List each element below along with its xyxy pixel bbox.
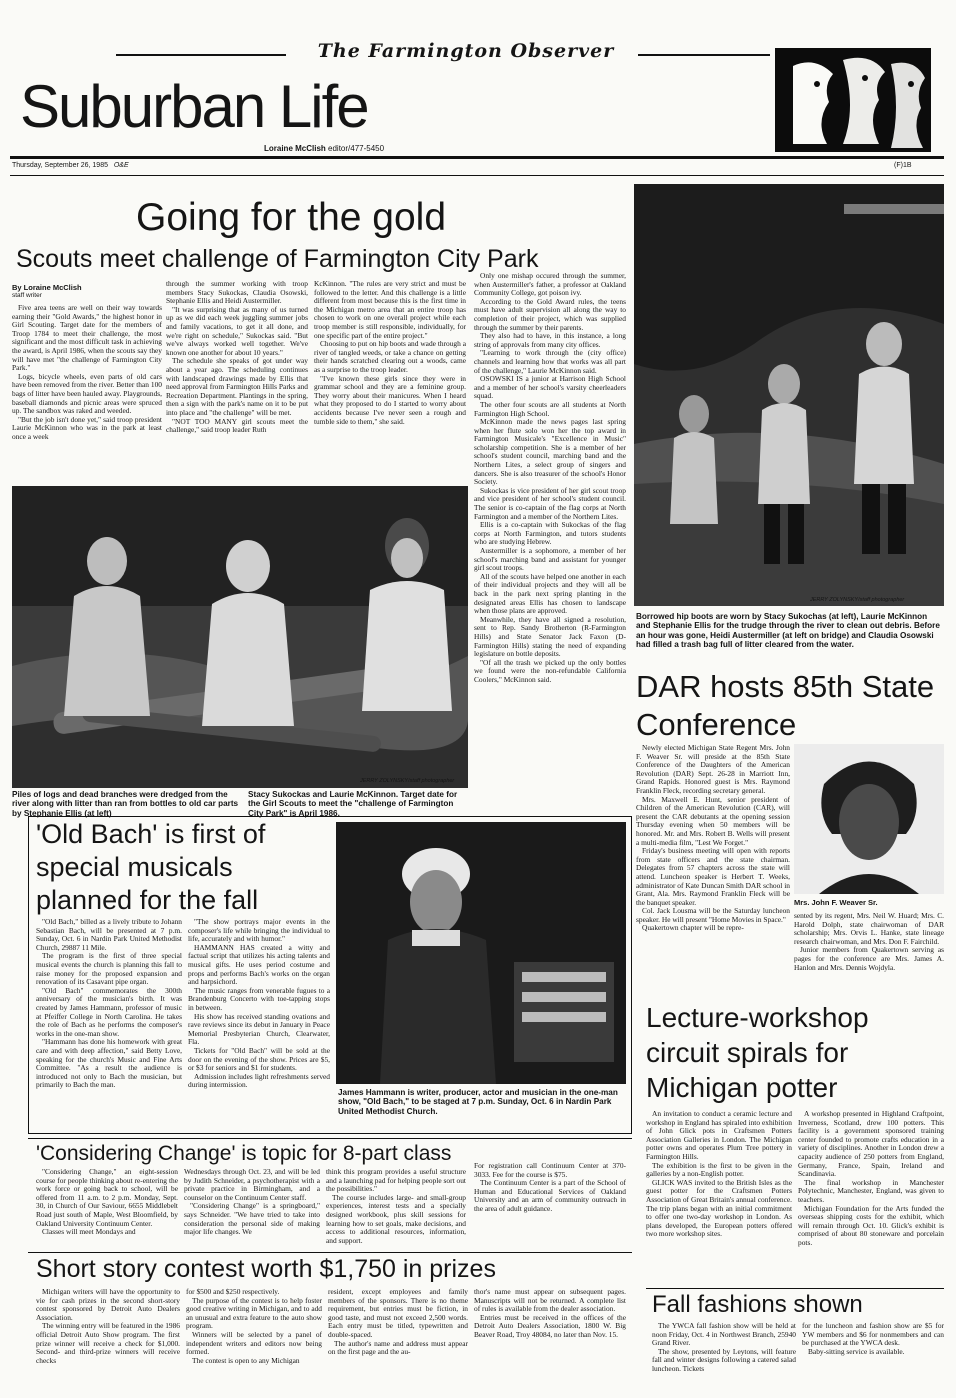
- editor-name: Loraine McClish: [264, 144, 326, 153]
- photo-caption-right: Stacy Sukockas and Laurie McKinnon. Target date for the Girl Scouts to meet the "challenge of Farmington City Park" is April 1986.: [248, 790, 458, 818]
- paragraph: According to the Gold Award rules, the teens must have adult supervision all along the way to completion of their project, which was supplied through the summer by their parents.: [474, 296, 626, 332]
- lecture-headline: Lecture-workshop circuit spirals for Michigan potter: [646, 1002, 869, 1103]
- paragraph: The contest is open to any Michigan: [192, 1355, 300, 1365]
- paragraph: "Considering Change," an eight-session course for people thinking about re-entering the work force or going back to school, will be offered from 11 a.m. to 2 p.m. Monday, Sept. 30, in Church of Our Saviour, 6655 Middlebelt Road just south of Maple, West Bloomfield, by Oakland University Continuum Center.: [36, 1168, 178, 1228]
- paragraph: Michigan Foundation for the Arts funded the overseas shipping costs for the exhibit, which will remain through Oct. 10. Glick's exhibit is comprised of about 80 stoneware and porcelain pots.: [798, 1203, 944, 1247]
- masthead-logo: [775, 48, 931, 152]
- story-headline: Short story contest worth $1,750 in prizes: [36, 1255, 496, 1283]
- lecture-col-2: [798, 1110, 944, 1286]
- paragraph: Mrs. Maxwell E. Hunt, senior president of Children of the American Revolution (CAR), will present the CAR debutants at the opening session Thursday evening when 50 members will be honored. Mr. and Mrs. Robert B. Wells will present a multi-media film, "Lest We Forget.": [636, 794, 790, 847]
- paragraph: Michigan writers will have the opportunity to vie for cash prizes in the second short-story contest sponsored by Detroit Auto Dealers Association.: [36, 1288, 180, 1322]
- paragraph: Entries must be received in the offices of the Detroit Auto Dealers Association, 1800 W. Big Beaver Road, Troy 48084, no later than Nov. 15.: [474, 1312, 626, 1339]
- paragraph: Sukockas is vice president of her girl scout troop and vice president of her school's student council. The senior is co-captain of the flag corps at North Farmington and a member of the Northern Lites.: [474, 485, 626, 521]
- paragraph: think this program provides a useful structure and a launching pad for helping people sort out the possibilities.": [326, 1168, 466, 1194]
- change-col-2: [184, 1168, 320, 1250]
- paper-name: The Farmington Observer: [317, 40, 615, 62]
- paragraph: resident, except employees and family members of the sponsors. There is no theme requirement, but entries must be fiction, in good taste, and must not exceed 2,500 words. Each entry must be titled, typewritten and double-spaced.: [328, 1288, 468, 1339]
- paragraph: The purpose of the contest is to help foster good creative writing in Michigan, and to add an unusual and extra feature to the auto show program.: [186, 1295, 322, 1331]
- paragraph: The YWCA fall fashion show will be held at noon Friday, Oct. 4 in Northwest Branch, 25940 Grand River.: [652, 1322, 796, 1348]
- paragraph: Logs, bicycle wheels, even parts of old cars have been removed from the river. Better than 100 bags of litter have been hauled away. Playgrounds, baseball diamonds and picnic areas were spruced up. The sandbox was raked and weeded.: [12, 371, 162, 416]
- paragraph: Col. Jack Lousma will be the Saturday luncheon speaker. He will present "Home Movies in Space.": [636, 906, 790, 924]
- edition-mark: O&E: [113, 162, 129, 169]
- paragraph: Five area teens are well on their way towards earning their "Gold Awards," the highest honor in Girl Scouting. Target date for the members of Troop 1784 to meet their challenge, the most significant and the most difficult task in achieving the award, is April 1986, when the scouts say they will have met "the challenge of Farmington City Park.": [12, 304, 162, 373]
- bach-organ-photo: [336, 822, 626, 1084]
- paragraph: "I've known these girls since they were in grammar school and they are a feminine group. They worry about their manicures. When I heard what they proposed to do I started to worry about accidents because I've never seen a rough and tumble side to them," she said.: [314, 373, 466, 426]
- paragraph: Admission includes light refreshments served during intermission.: [188, 1071, 330, 1090]
- dar-regent-photo: [794, 744, 944, 894]
- main-headline: Going for the gold: [136, 196, 447, 239]
- paragraph: "Old Bach," billed as a lively tribute to Johann Sebastian Bach, will be presented at 7 p.m. Sunday, Oct. 6 in Nardin Park United Methodist Church, 29887 11 Mile.: [36, 918, 182, 952]
- dar-photo-caption: Mrs. John F. Weaver Sr.: [794, 898, 878, 907]
- paragraph: "Old Bach" commemorates the 300th anniversary of the musician's birth. It was created by James Hammann, professor of music at Pfeiffer College in North Carolina. He takes the role of Bach as he performs the composer's works in the one-man show.: [36, 985, 182, 1038]
- paragraph: The music ranges from venerable fugues to a Brandenburg Concerto with toe-tapping stops in between.: [188, 985, 330, 1012]
- paragraph: Tickets for "Old Bach" will be sold at the door on the evening of the show. Prices are $5, or $3 for seniors and $1 for students.: [188, 1045, 330, 1073]
- paragraph: The author's name and address must appear on the first page and the au-: [328, 1338, 468, 1357]
- paragraph: Friday's business meeting will open with reports from state officers and the state chairman. Delegates from 57 chapters across the state will attend. Luncheon speaker is Herbert T. Weeks, administrator of Kate Duncan Smith DAR school in Grant, Ala. Mrs. Raymond Franklin Fleck will be the banquet speaker.: [636, 846, 790, 907]
- paragraph: Only one mishap occured through the summer, when Austermiller's father, a professor at Oakland Community College, got poison ivy.: [474, 272, 626, 298]
- hip-boots-photo: [634, 184, 944, 606]
- paragraph: "But the job isn't done yet," said troop president Laurie McKinnon who was in the park at least once a week: [12, 414, 162, 441]
- paragraph: sented by its regent, Mrs. Neil W. Huard; Mrs. C. Harold Dolph, state chairwoman of DAR scholarship; Mrs. Orvis L. Hanke, state lineage research chairwoman, and Mrs. Don F. Fairchild.: [794, 912, 944, 946]
- paragraph: GLICK WAS invited to the British Isles as the guest potter for the Craftsmen Potters Association of Great Britain's annual conference. The trip plans began with an initial commitment to offer one two-day workshop in London. As plans developed, the European potters offered two more workshop sites.: [646, 1177, 792, 1239]
- paragraph: for $500 and $250 respectively.: [186, 1288, 280, 1296]
- paragraph: "The show portrays major events in the composer's life while bringing the individual to life, accurately and with humor.": [188, 918, 330, 944]
- paragraph: HAMMANN HAS created a witty and factual script that utilizes his acting talents and musical gifts. He uses period costume and props and performs Bach's works on the organ and harpsichord.: [188, 942, 330, 987]
- paragraph: An invitation to conduct a ceramic lecture and workshop in England has spiraled into exhibition of John Glick pots in Craftsmen Potters Association Galleries in London. The Michigan potter owns and operates Plum Tree pottery in Farmington Hills.: [646, 1110, 792, 1161]
- paragraph: "Of all the trash we picked up the only bottles we found were the non-refundable California Coolers," McKinnon said.: [474, 657, 626, 684]
- paragraph: OSOWSKI IS a junior at Harrison High School and a member of her school's varsity cheerleaders squad.: [474, 374, 626, 401]
- main-col-2: [166, 280, 308, 480]
- paragraph: They also had to have, in this instance, a long string of approvals from many city offices.: [474, 331, 626, 349]
- paragraph: "Considering Change" is a springboard," says Schneider. "We have tried to take into consideration the personal side of making major life changes. We: [184, 1201, 320, 1237]
- paragraph: "Hammann has done his homework with great care and with deep affection," said Betty Love, speaking for the church's Music and Fine Arts Committee. "As a result the audience is introduced not only to Bach the musician, but primarily to Bach the man.: [36, 1037, 182, 1090]
- paragraph: The exhibition is the first to be given in the galleries by a non-English potter.: [646, 1160, 792, 1179]
- paragraph: A workshop presented in Highland Craftpoint, Inverness, Scotland, drew 100 potters. This facility is a government sponsored training center founded to promote crafts education in a variety of disciplines. Another in London drew a capacity audience of 250 potters from England, Germany, France, Spain, Ireland and Scandinavia.: [798, 1110, 944, 1179]
- byline-role: staff writer: [12, 292, 42, 299]
- main-col-4: [474, 272, 626, 820]
- main-col-3: [314, 280, 466, 480]
- paragraph: Choosing to put on hip boots and wade through a river of tangled weeds, or take a chance on getting their hands scratched clearing out a woods, came as a surprise to the troop leader.: [314, 339, 466, 374]
- paragraph: Wednesdays through Oct. 23, and will be led by Judith Schneider, a psychotherapist with a private practice in Birmingham, and a counselor on the Continuum Center staff.: [184, 1168, 320, 1202]
- story-col-1: [36, 1288, 180, 1392]
- paragraph: For registration call Continuum Center at 370-3033. Fee for the course is $75.: [474, 1162, 626, 1179]
- paragraph: Winners will be selected by a panel of independent writers and editors now being formed.: [186, 1329, 322, 1357]
- paragraph: "It was surprising that as many of us turned up as we did each week juggling summer jobs and family vacations, to get it all done, and we're right on schedule," Sukockas said. "But we've always worked well together. We've known one another for about 10 years.": [166, 304, 308, 357]
- issue-date: Thursday, September 26, 1985: [12, 162, 108, 169]
- paragraph: The schedule she speaks of got under way about a year ago. The scheduling continues with landscaped drawings made by Ellis that need approval from Farmington Hills Parks and Recreation Department. Plantings in the spring, then a sign with the park's name on it to be put into place and "the challenge" will be met.: [166, 356, 308, 417]
- photo-caption: Borrowed hip boots are worn by Stacy Sukochas (at left), Laurie McKinnon and Stephanie Ellis for the trudge through the river to clean out debris. Before an hour was gone, Heidi Austermiller (at left on bridge) and Claudia Osowski had filled a trash bag full of litter cleared from the water.: [636, 612, 940, 650]
- paragraph: through the summer working with troop members Stacy Sukockas, Claudia Osowski, Stephanie Ellis and Heidi Austermiller.: [166, 280, 308, 306]
- paragraph: Austermiller is a sophomore, a member of her school's marching band and assistant for younger girl scout troops.: [474, 546, 626, 573]
- paragraph: The program is the first of three special musical events the church is planning this fall to raise money for the proposed expansion and renovation of its Casavant pipe organ.: [36, 951, 182, 987]
- bach-col-1: [36, 918, 182, 1130]
- story-col-3: [328, 1288, 468, 1392]
- bach-caption: James Hammann is writer, producer, actor and musician in the one-man show, "Old Bach," to be staged at 7 p.m. Sunday, Oct. 6 in Nardin Park United Methodist Church.: [338, 1088, 618, 1116]
- bach-headline: 'Old Bach' is first of special musicals planned for the fall: [36, 819, 266, 915]
- paragraph: for the luncheon and fashion show are $5 for YW members and $6 for nonmembers and can be purchased at the YWCA desk.: [802, 1322, 944, 1348]
- paragraph: The course includes large- and small-group experiences, interest tests and a specially designed workbook, plus skill sessions for learning how to set goals, make decisions, and access to additional resources, information, and support.: [326, 1192, 466, 1245]
- story-col-4: [474, 1288, 626, 1392]
- paragraph: KcKinnon. "The rules are very strict and must be followed to the letter. And this challenge is a little different from most because this is the first time in the Michigan metro area that an entire troop has chosen to work on one overall project while each troop member is still responsible, individually, for one specific part of the entire project.": [314, 280, 466, 340]
- editor-title: editor/477-5450: [328, 144, 385, 153]
- section-title: Suburban Life: [20, 73, 368, 140]
- story-col-2: [186, 1288, 322, 1392]
- main-col-1: [12, 304, 162, 482]
- photo-credit: JERRY ZOLYNSKY/staff photographer: [810, 597, 905, 603]
- paragraph: thor's name must appear on subsequent pages. Manuscripts will not be returned. A complete list of rules is available from the dealer association.: [474, 1288, 626, 1314]
- fashion-col-1: [652, 1322, 796, 1392]
- paragraph: Newly elected Michigan State Regent Mrs. John F. Weaver Sr. will preside at the 85th State Conference of the Daughters of the American Revolution (DAR) Sept. 26-28 in Marriott Inn, Grand Rapids. Honored guest is Mrs. Raymond Franklin Fleck, recording secretary general.: [636, 744, 790, 795]
- paragraph: His show has received standing ovations and rave reviews since its debut in January in Peace Memorial Presbyterian Church, Clearwater, Fla.: [188, 1011, 330, 1047]
- photo-credit: JERRY ZOLYNSKY/staff photographer: [360, 778, 455, 784]
- paragraph: Baby-sitting service is available.: [808, 1346, 905, 1356]
- change-col-4: [474, 1162, 626, 1248]
- paragraph: Meanwhile, they have all signed a resolution, sent to Rep. Sandy Brotherton (R-Farmington Hills) and State Senator Jack Faxon (D-Farmington Hills) stating the need of expanding legislature on bottle deposits.: [474, 614, 626, 659]
- paragraph: The final workshop in Manchester Polytechnic, Manchester, England, was given to teachers.: [798, 1177, 944, 1204]
- fashion-headline: Fall fashions shown: [652, 1291, 863, 1318]
- fashion-col-2: [802, 1322, 944, 1392]
- paragraph: All of the scouts have helped one another in each of their individual projects and they will all be back in the park next spring planting in the designated areas Ellis has chosen to landscape when those plans are approved.: [474, 571, 626, 616]
- main-subhead: Scouts meet challenge of Farmington City Park: [16, 245, 539, 273]
- paragraph: The show, presented by Leytons, will feature fall and winter designs following a catered salad luncheon. Tickets: [652, 1346, 796, 1373]
- paragraph: Classes will meet Mondays and: [42, 1227, 136, 1237]
- photo-caption-left: Piles of logs and dead branches were dredged from the river along with litter than ran from bottles to old car parts by Stephanie Ellis (at left): [12, 790, 239, 818]
- paragraph: Ellis is a co-captain with Sukockas of the flag corps at North Farmington, and tutors students who are studying Hebrew.: [474, 520, 626, 547]
- scouts-logs-photo: [12, 486, 468, 788]
- dar-col-2: [794, 912, 944, 1012]
- paragraph: Quakertown chapter will be repre-: [642, 923, 744, 933]
- paragraph: Junior members from Quakertown serving as pages for the conference are Mrs. James A. Hanlon and Mrs. Dennis Wojdyla.: [794, 945, 944, 972]
- change-headline: 'Considering Change' is topic for 8-part class: [36, 1142, 452, 1165]
- lecture-col-1: [646, 1110, 792, 1286]
- change-col-1: [36, 1168, 178, 1250]
- byline: By Loraine McClish: [12, 283, 82, 292]
- change-col-3: [326, 1168, 466, 1250]
- page-number: (F)1B: [894, 162, 912, 169]
- bach-col-2: [188, 918, 330, 1130]
- paragraph: The winning entry will be featured in the 1986 official Detroit Auto Show program. The first prize winner will receive a check for $1,000. Second- and third-prize winners will receive checks: [36, 1321, 180, 1365]
- dar-headline: DAR hosts 85th State Conference: [636, 669, 935, 742]
- paragraph: The Continuum Center is a part of the School of Human and Educational Services of Oakland University and an arm of community outreach in the area of adult guidance.: [474, 1178, 626, 1213]
- paragraph: The other four scouts are all students at North Farmington High School.: [474, 399, 626, 418]
- paragraph: McKinnon made the news pages last spring when her flute solo won her the top award in Farmington Musicale's "Excellence in Music" scholarship competition. She is a member of her school's student council, marching band and the Northern Lites, a select group of singers and dancers. She is also treasurer of the school's Honor Society.: [474, 417, 626, 487]
- paragraph: "NOT TOO MANY girl scouts meet the challenge," said troop leader Ruth: [166, 416, 308, 435]
- paragraph: "Learning to work through the (city office) channels and learning how that works was all part of the challenge," Laurie McKinnon said.: [474, 348, 626, 375]
